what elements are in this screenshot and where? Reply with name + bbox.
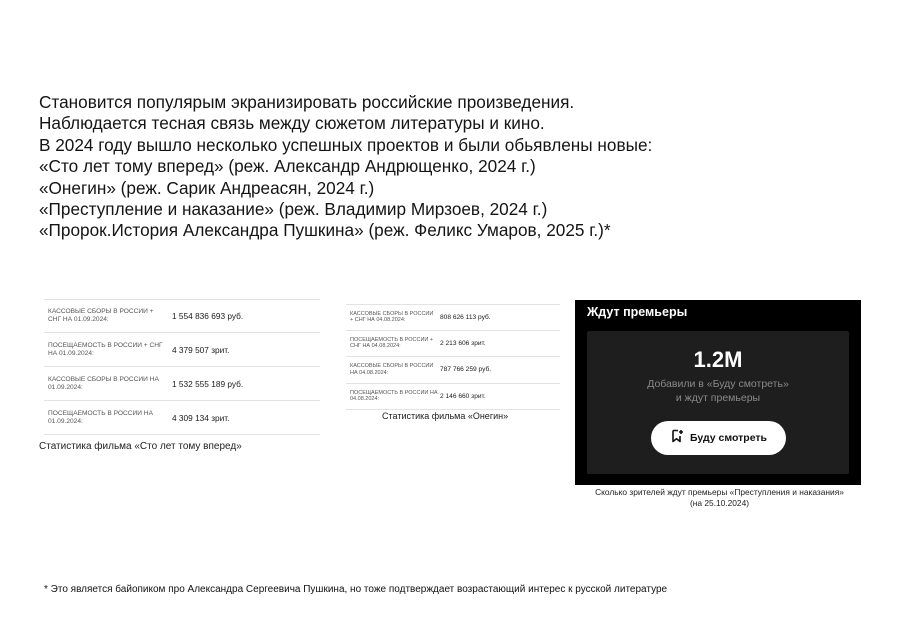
stats-label: ПОСЕЩАЕМОСТЬ В РОССИИ + СНГ НА 04.08.2024: <box>350 336 434 350</box>
stats-row <box>346 357 560 384</box>
stats-table-100-years <box>44 299 320 435</box>
intro-line: Наблюдается тесная связь между сюжетом литературы и кино. <box>39 113 545 134</box>
premiere-subtitle-line: Добавили в «Буду смотреть» <box>647 378 789 390</box>
stats-row <box>346 384 560 411</box>
stats-value: 808 626 113 руб. <box>440 313 491 321</box>
stats-label: КАССОВЫЕ СБОРЫ В РОССИИ НА 01.09.2024: <box>48 375 159 391</box>
film-item-100-years: «Сто лет тому вперед» (реж. Александр Андрющенко, 2024 г.) <box>39 156 536 177</box>
footnote: * Это является байопиком про Александра Сергеевича Пушкина, но тоже подтверждает возрастающий интерес к русской литературе <box>44 584 668 595</box>
stats-label: ПОСЕЩАЕМОСТЬ В РОССИИ НА 01.09.2024: <box>48 409 153 425</box>
caption-100-years: Статистика фильма «Сто лет тому вперед» <box>39 441 242 452</box>
premiere-card <box>575 300 861 485</box>
film-item-prorok: «Пророк.История Александра Пушкина» (реж. Феликс Умаров, 2025 г.)* <box>39 220 611 241</box>
stats-label: КАССОВЫЕ СБОРЫ В РОССИИ НА 04.08.2024: <box>350 363 434 376</box>
stats-table-onegin <box>346 304 560 410</box>
intro-text <box>39 92 859 242</box>
caption-onegin: Статистика фильма «Онегин» <box>382 411 509 421</box>
will-watch-label: Буду смотреть <box>689 432 767 444</box>
caption-premiere-date: (на 25.10.2024) <box>689 497 750 508</box>
stats-value: 4 309 134 зрит. <box>172 412 230 423</box>
stats-value: 787 766 259 руб. <box>440 366 492 374</box>
stats-value: 2 213 606 зрит. <box>440 339 486 347</box>
will-watch-button[interactable] <box>651 421 786 455</box>
film-item-crime-punishment: «Преступление и наказание» (реж. Владимир Мирзоев, 2024 г.) <box>39 199 548 220</box>
stats-value: 1 532 555 189 руб. <box>172 378 244 389</box>
stats-row <box>346 331 560 358</box>
intro-line: Становится популярым экранизировать российские произведения. <box>39 92 575 112</box>
caption-premiere-line: Сколько зрителей ждут премьеры «Преступления и наказания» <box>595 487 844 497</box>
premiere-title: Ждут премьеры <box>587 305 688 319</box>
stats-label: ПОСЕЩАЕМОСТЬ В РОССИИ НА 04.08.2024: <box>350 389 438 403</box>
caption-premiere <box>562 487 877 508</box>
stats-row <box>346 304 560 331</box>
film-item-onegin: «Онегин» (реж. Сарик Андреасян, 2024 г.) <box>39 177 375 198</box>
premiere-subtitle-line: и ждут премьеры <box>675 391 761 404</box>
stats-row <box>44 401 320 435</box>
stats-value: 2 146 660 зрит. <box>440 392 486 400</box>
waiting-count: 1.2M <box>693 347 743 372</box>
bookmark-plus-icon <box>670 429 684 448</box>
stats-value: 4 379 507 зрит. <box>172 344 230 355</box>
premiere-subtitle <box>587 378 849 405</box>
stats-row <box>44 333 320 367</box>
stats-row <box>44 299 320 333</box>
stats-value: 1 554 836 693 руб. <box>172 311 244 321</box>
stats-label: КАССОВЫЕ СБОРЫ В РОССИИ + СНГ НА 01.09.2024: <box>48 308 154 323</box>
stats-label: КАССОВЫЕ СБОРЫ В РОССИИ + СНГ НА 04.08.2024: <box>350 310 434 324</box>
stats-label: ПОСЕЩАЕМОСТЬ В РОССИИ + СНГ НА 01.09.2024: <box>48 341 163 357</box>
intro-line: В 2024 году вышло несколько успешных проектов и были обьявлены новые: <box>39 134 653 155</box>
premiere-panel <box>587 331 849 474</box>
stats-row <box>44 367 320 401</box>
